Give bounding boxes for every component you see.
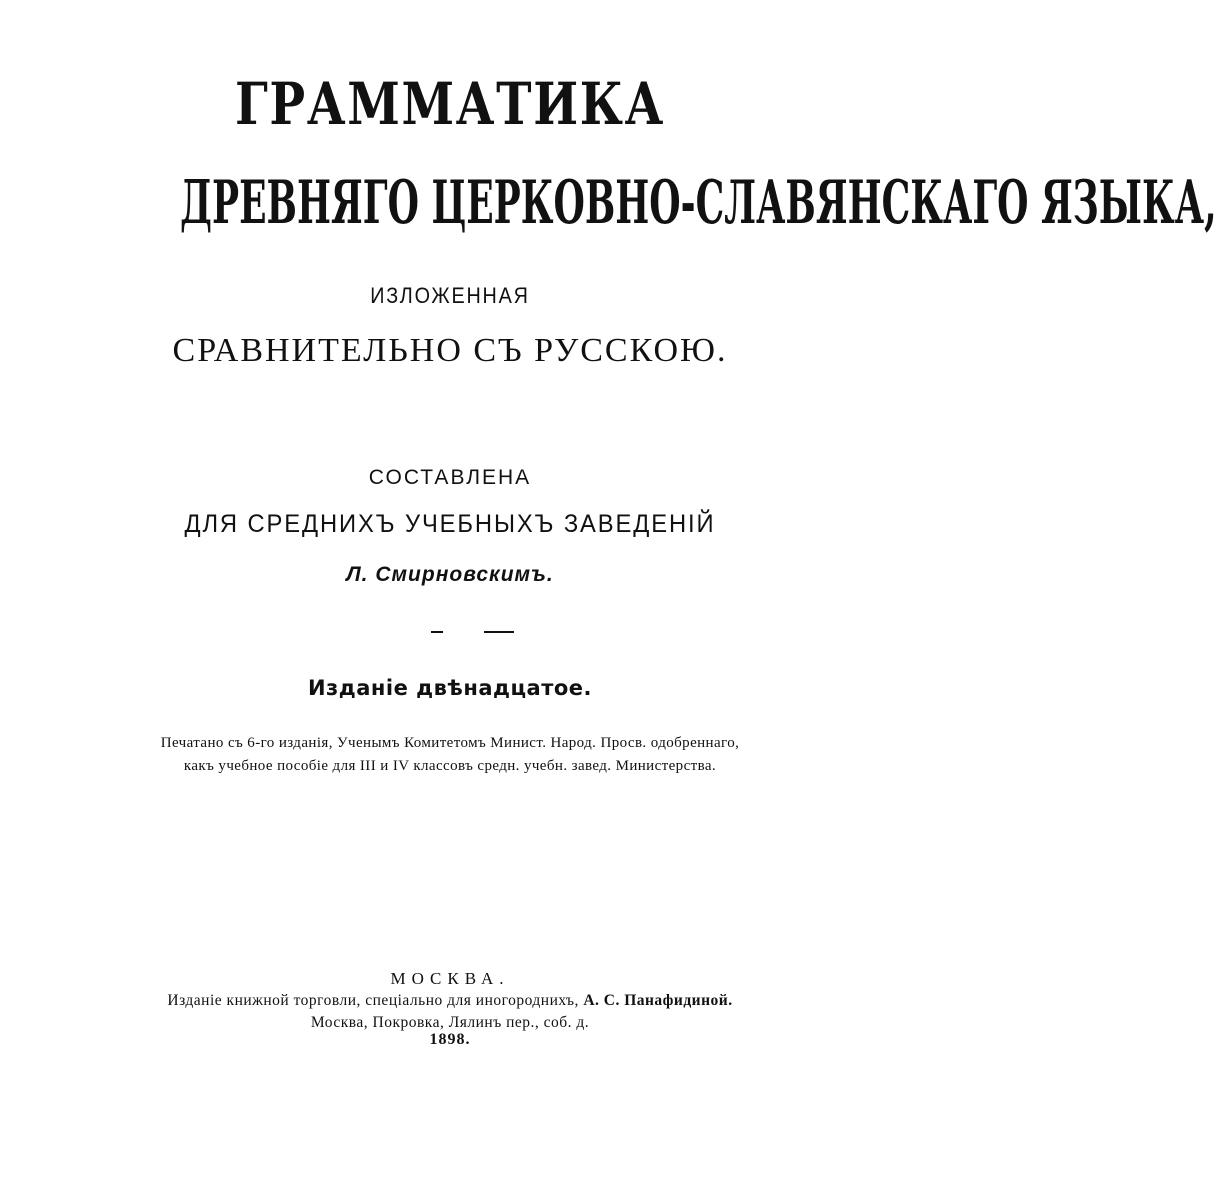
book-title: ГРАММАТИКА xyxy=(234,70,666,138)
publisher-prefix: Изданіе книжной торговли, спеціально для иногороднихъ, xyxy=(167,992,579,1009)
publisher-name: А. С. Панафидиной. xyxy=(583,992,733,1009)
publisher-line xyxy=(0,992,900,1010)
publisher-address: Москва, Покровка, Лялинъ пер., соб. д. xyxy=(310,1014,590,1031)
book-subtitle: ДРЕВНЯГО ЦЕРКОВНО-СЛАВЯНСКАГО ЯЗЫКА, xyxy=(180,168,1217,238)
approval-note-line-2: какъ учебное пособіе для III и IV классовъ средн. учебн. завед. Министерства. xyxy=(183,758,717,774)
audience-label: ДЛЯ СРЕДНИХЪ УЧЕБНЫХЪ ЗАВЕДЕНІЙ xyxy=(184,510,716,538)
divider-short xyxy=(431,631,443,633)
approval-note-line-1: Печатано съ 6-го изданія, Ученымъ Комитетомъ Минист. Народ. Просв. одобреннаго, xyxy=(160,735,740,751)
compiled-label: СОСТАВЛЕНА xyxy=(368,466,532,489)
comparative-label: СРАВНИТЕЛЬНО СЪ РУССКОЮ. xyxy=(172,332,728,369)
publication-year: 1898. xyxy=(429,1031,471,1048)
city: МОСКВА. xyxy=(390,969,510,988)
edition-label: Изданіе двѣнадцатое. xyxy=(307,676,593,700)
author-name: Л. Смирновскимъ. xyxy=(346,563,554,586)
expounded-label: ИЗЛОЖЕННАЯ xyxy=(370,283,530,308)
divider-long xyxy=(484,631,514,633)
